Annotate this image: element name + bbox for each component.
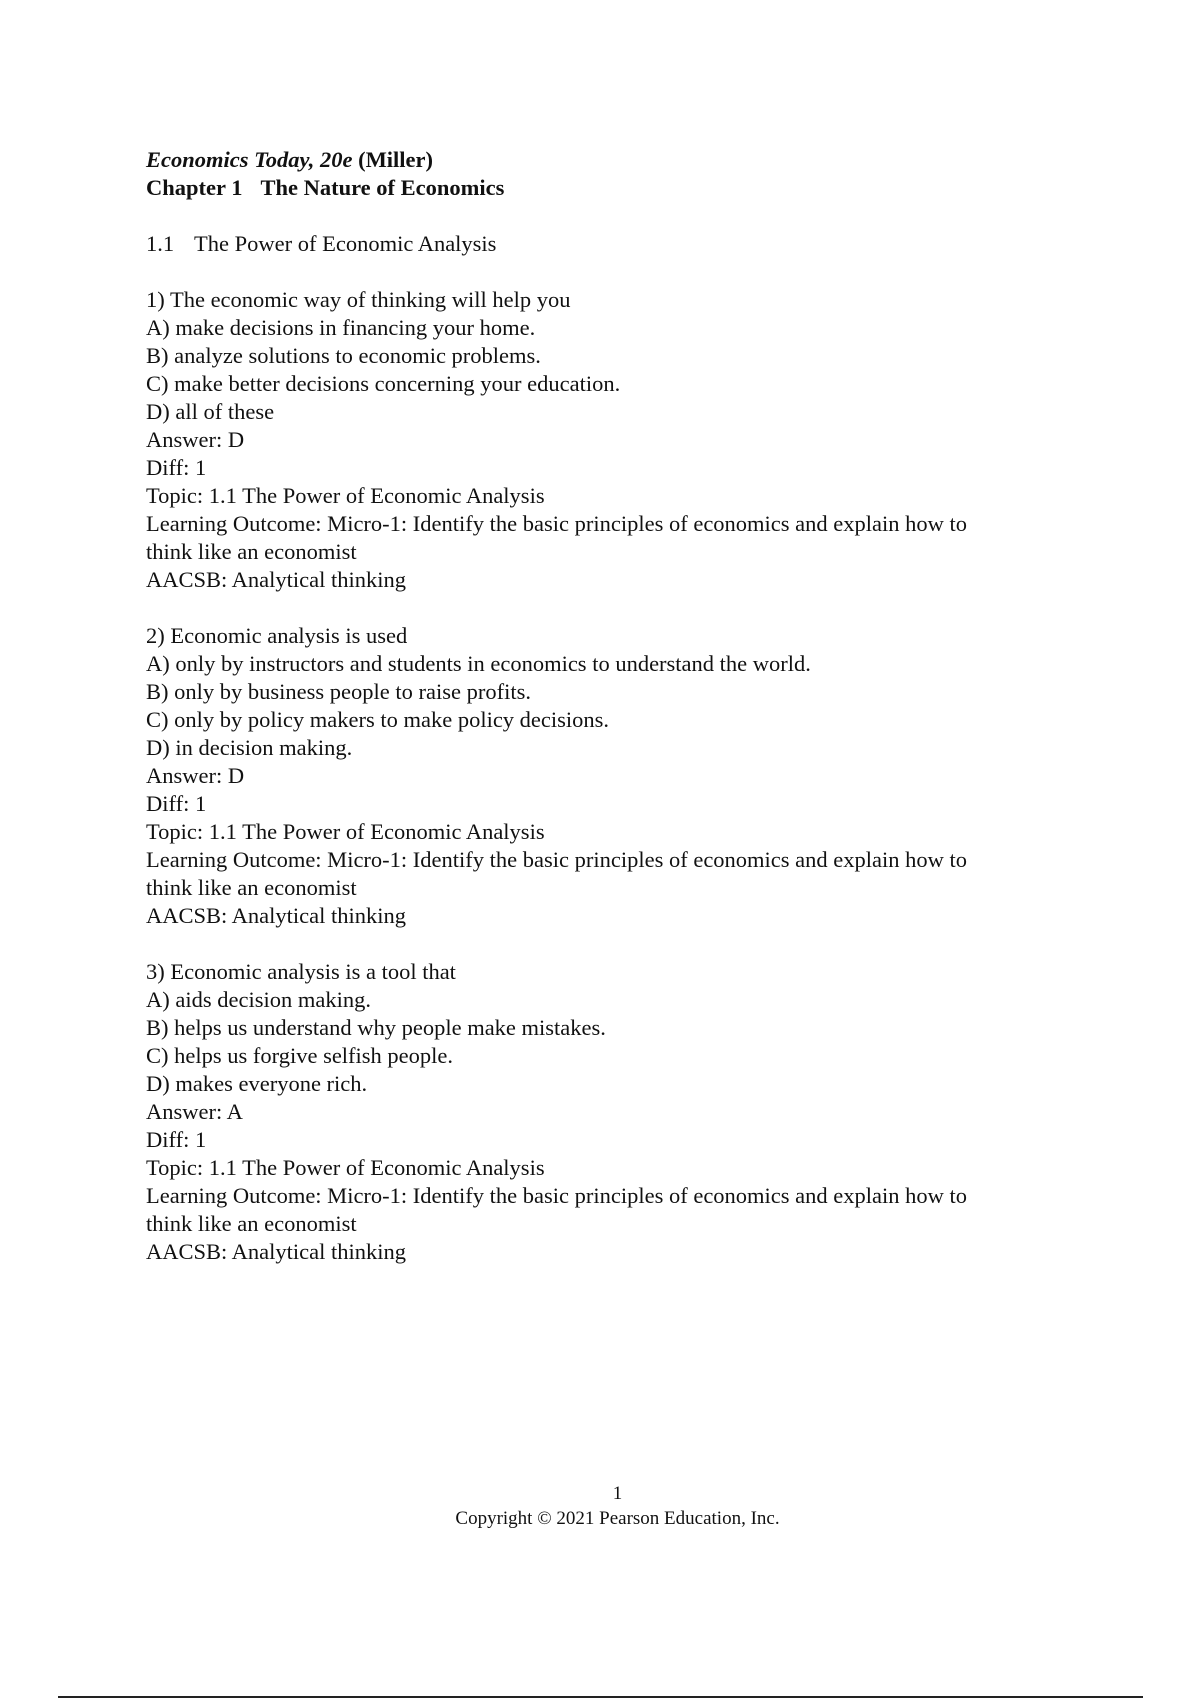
book-author: (Miller) [358, 147, 434, 172]
question-option: D) makes everyone rich. [146, 1071, 368, 1096]
question-option: B) only by business people to raise profits. [146, 679, 531, 704]
chapter-label: Chapter 1 [146, 175, 243, 200]
question-option: D) all of these [146, 399, 275, 424]
question-answer: Answer: D [146, 763, 245, 788]
copyright-notice: Copyright © 2021 Pearson Education, Inc. [455, 1508, 780, 1529]
page-number: 1 [612, 1483, 623, 1504]
section-title: The Power of Economic Analysis [194, 231, 497, 256]
question-stem: 1) The economic way of thinking will help you [146, 287, 571, 312]
question-learning-outcome-cont: think like an economist [146, 1211, 357, 1236]
question-option: B) helps us understand why people make mistakes. [146, 1015, 606, 1040]
question-learning-outcome: Learning Outcome: Micro-1: Identify the basic principles of economics and explain how to [146, 511, 968, 536]
question-block-2 [146, 622, 1046, 930]
question-learning-outcome-cont: think like an economist [146, 875, 357, 900]
question-option: A) only by instructors and students in economics to understand the world. [146, 651, 811, 676]
book-title: Economics Today, 20e [146, 147, 353, 172]
question-aacsb: AACSB: Analytical thinking [146, 1239, 407, 1264]
question-topic: Topic: 1.1 The Power of Economic Analysis [146, 1155, 545, 1180]
question-block-3 [146, 958, 1046, 1266]
question-topic: Topic: 1.1 The Power of Economic Analysis [146, 483, 545, 508]
question-option: C) only by policy makers to make policy decisions. [146, 707, 610, 732]
question-difficulty: Diff: 1 [146, 791, 207, 816]
section-number: 1.1 [146, 231, 175, 256]
question-option: D) in decision making. [146, 735, 353, 760]
bottom-divider [58, 1696, 1143, 1698]
question-option: A) make decisions in financing your home. [146, 315, 536, 340]
question-answer: Answer: A [146, 1099, 243, 1124]
question-block-1 [146, 286, 1046, 594]
question-option: C) make better decisions concerning your education. [146, 371, 621, 396]
question-topic: Topic: 1.1 The Power of Economic Analysis [146, 819, 545, 844]
document-page [146, 146, 1046, 1266]
question-difficulty: Diff: 1 [146, 1127, 207, 1152]
question-difficulty: Diff: 1 [146, 455, 207, 480]
question-learning-outcome-cont: think like an economist [146, 539, 357, 564]
book-title-line [146, 146, 1046, 174]
chapter-title: The Nature of Economics [260, 175, 505, 200]
question-learning-outcome: Learning Outcome: Micro-1: Identify the basic principles of economics and explain how to [146, 847, 968, 872]
question-aacsb: AACSB: Analytical thinking [146, 567, 407, 592]
question-aacsb: AACSB: Analytical thinking [146, 903, 407, 928]
question-stem: 2) Economic analysis is used [146, 623, 408, 648]
question-stem: 3) Economic analysis is a tool that [146, 959, 456, 984]
question-option: C) helps us forgive selfish people. [146, 1043, 454, 1068]
question-option: B) analyze solutions to economic problems. [146, 343, 541, 368]
question-answer: Answer: D [146, 427, 245, 452]
question-option: A) aids decision making. [146, 987, 371, 1012]
chapter-heading [146, 174, 1046, 202]
question-learning-outcome: Learning Outcome: Micro-1: Identify the basic principles of economics and explain how to [146, 1183, 968, 1208]
section-heading [146, 230, 1046, 258]
